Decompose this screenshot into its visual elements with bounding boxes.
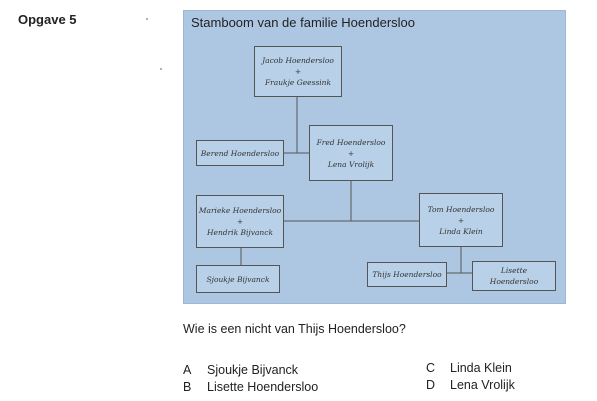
person-name: Lena Vrolijk xyxy=(327,159,375,169)
option-text: Linda Klein xyxy=(450,361,512,375)
family-tree-panel xyxy=(183,10,566,304)
person-name: Lisette xyxy=(500,266,528,275)
person-jacob-fraukje xyxy=(254,46,342,97)
answer-option-c[interactable] xyxy=(426,361,512,375)
plus-sign: + xyxy=(457,215,465,225)
person-fred-lena xyxy=(309,125,393,181)
person-lisette xyxy=(472,261,556,291)
plus-sign: + xyxy=(294,67,302,76)
plus-sign: + xyxy=(347,148,355,158)
answer-option-b[interactable] xyxy=(183,380,318,394)
plus-sign: + xyxy=(236,217,244,226)
person-name: Thijs Hoendersloo xyxy=(372,270,442,279)
person-name: Tom Hoendersloo xyxy=(427,204,495,214)
person-thijs xyxy=(367,262,447,287)
scan-dot xyxy=(146,18,148,20)
option-letter: A xyxy=(183,363,192,377)
person-tom-linda xyxy=(419,193,503,247)
person-name: Hendrik Bijvanck xyxy=(206,228,274,237)
person-name: Sjoukje Bijvanck xyxy=(206,274,270,284)
answer-option-a[interactable] xyxy=(183,363,298,377)
person-name: Marieke Hoendersloo xyxy=(198,206,282,215)
answer-option-d[interactable] xyxy=(426,378,515,392)
person-name: Hoendersloo xyxy=(489,277,539,286)
person-sjoukje xyxy=(196,265,280,293)
person-name: Berend Hoendersloo xyxy=(200,148,280,158)
exercise-label: Opgave 5 xyxy=(18,12,77,27)
family-tree-title: Stamboom van de familie Hoendersloo xyxy=(191,15,416,30)
option-letter: C xyxy=(426,361,436,375)
option-letter: B xyxy=(183,380,192,394)
person-marieke-hendrik xyxy=(196,195,284,248)
option-text: Lena Vrolijk xyxy=(450,378,515,392)
person-berend xyxy=(196,140,284,166)
person-name: Jacob Hoendersloo xyxy=(262,56,334,65)
option-letter: D xyxy=(426,378,436,392)
person-name: Fraukje Geessink xyxy=(264,78,332,87)
option-text: Sjoukje Bijvanck xyxy=(207,363,299,377)
scan-dot xyxy=(160,68,162,70)
option-text: Lisette Hoendersloo xyxy=(207,380,319,394)
person-name: Fred Hoendersloo xyxy=(316,137,386,147)
person-name: Linda Klein xyxy=(439,226,483,236)
question-text: Wie is een nicht van Thijs Hoendersloo? xyxy=(183,322,406,336)
